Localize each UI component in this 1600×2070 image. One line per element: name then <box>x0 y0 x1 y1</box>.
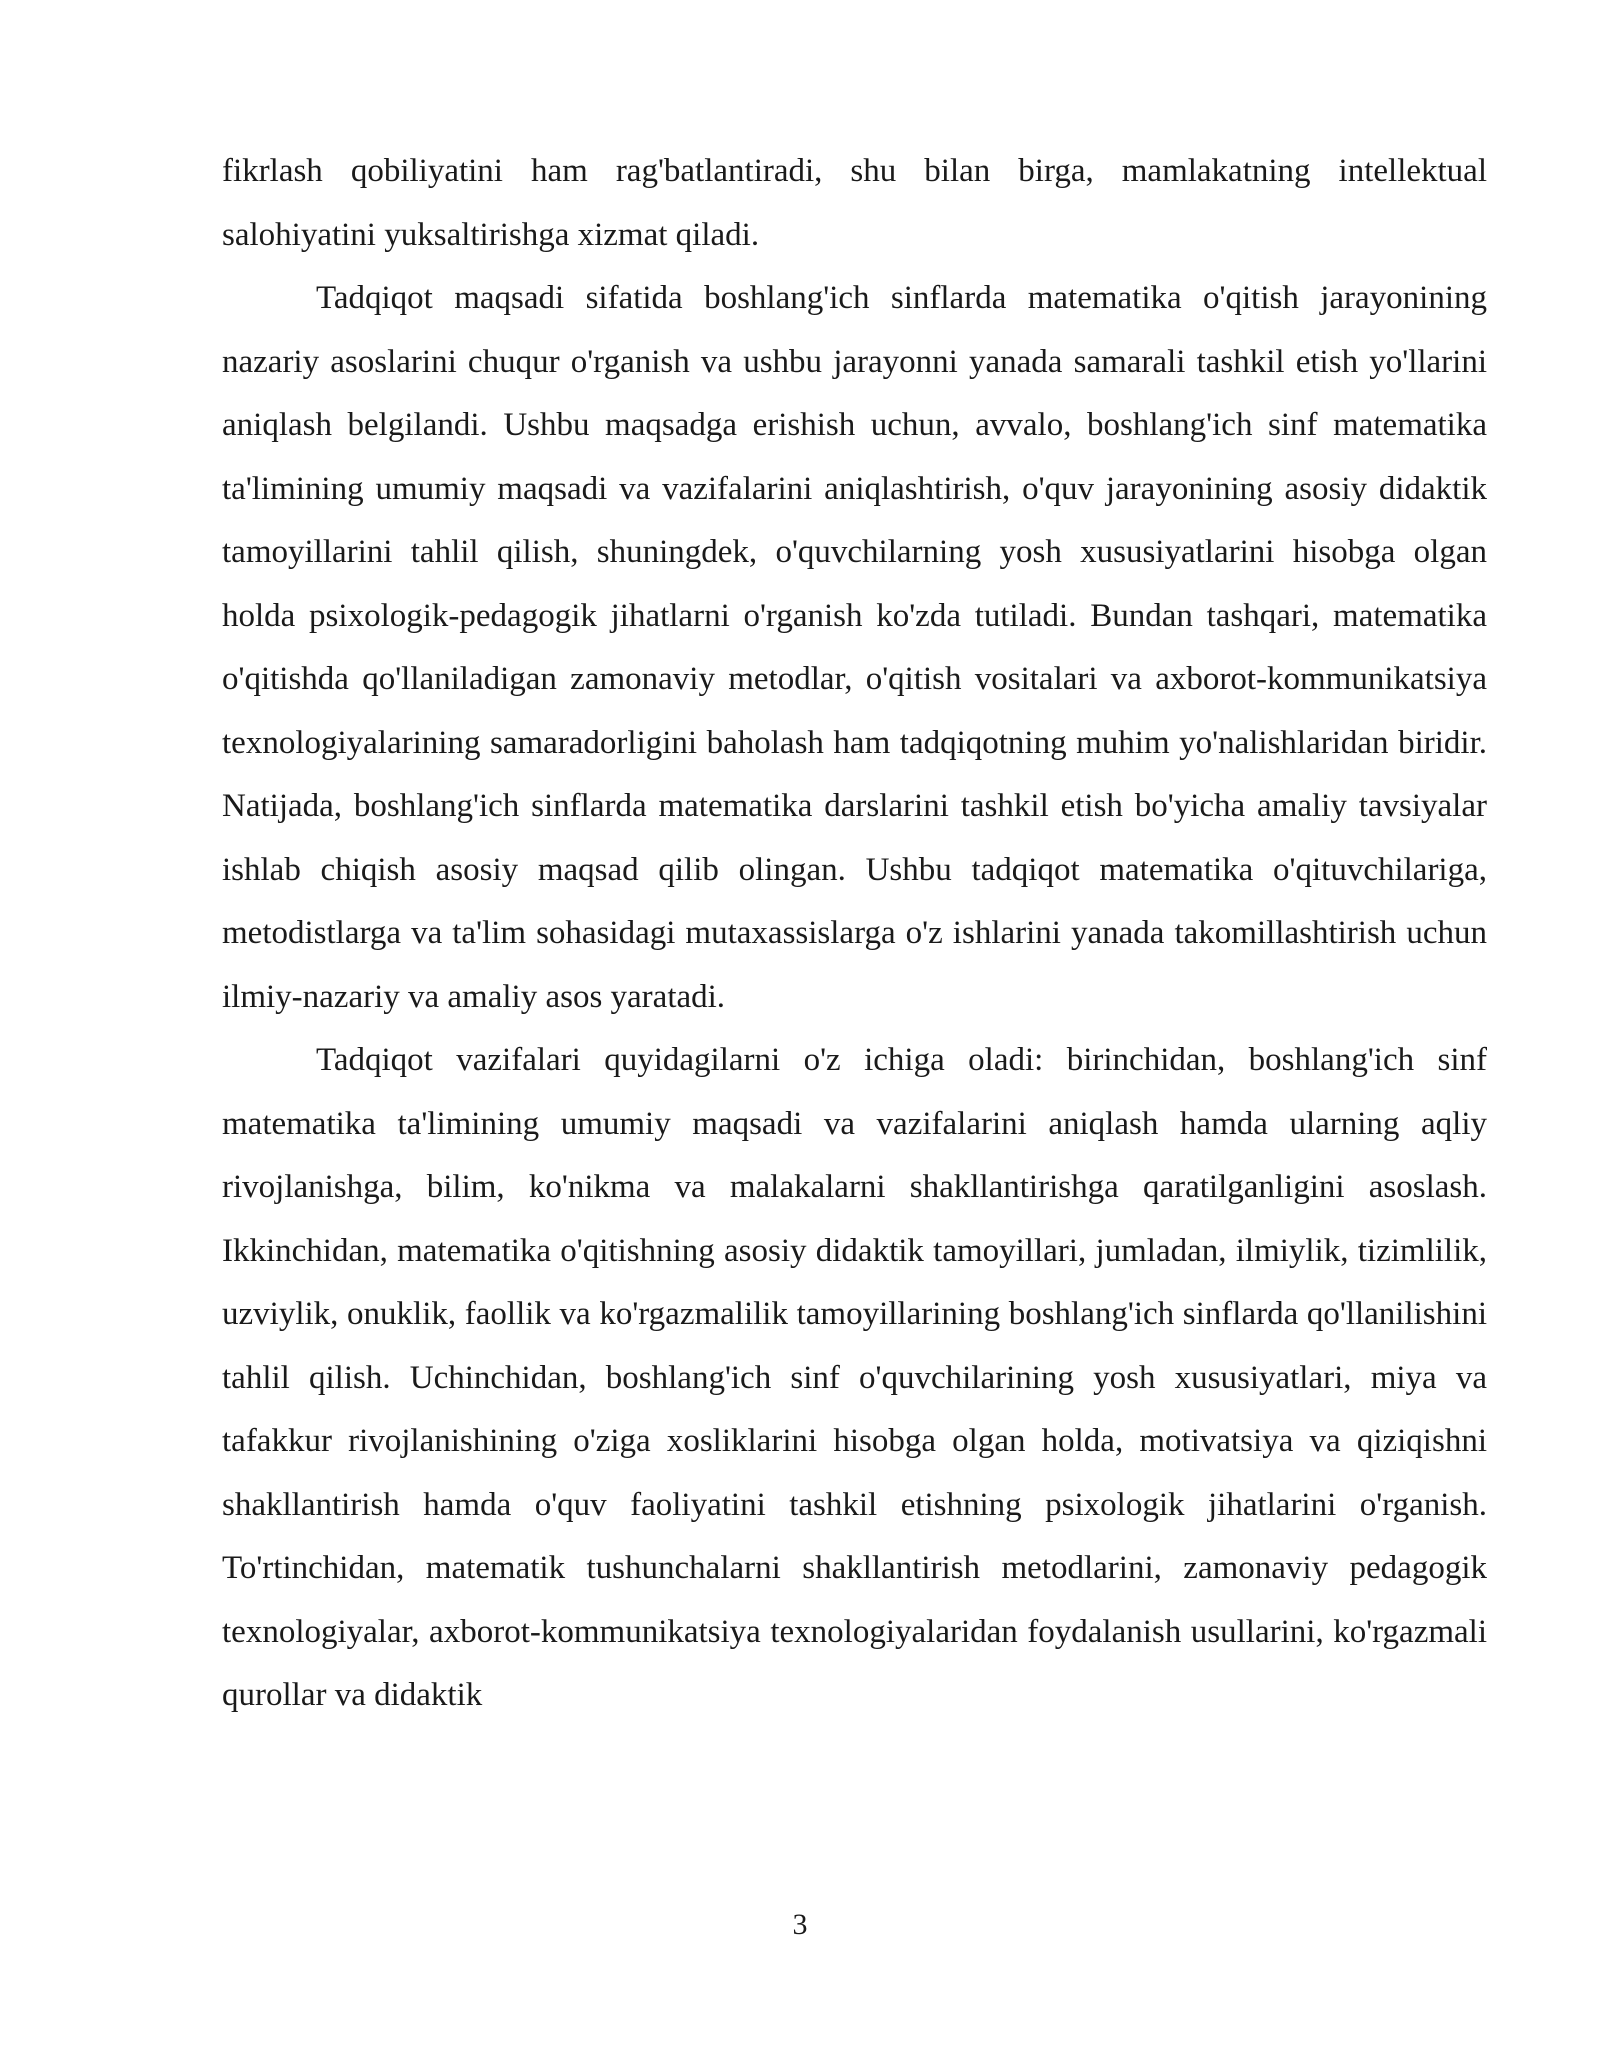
paragraph-continuation: fikrlash qobiliyatini ham rag'batlantiradi, shu bilan birga, mamlakatning intellektual salohiyatini yuksaltirishga xizmat qiladi. <box>222 153 1487 253</box>
body-text <box>222 140 1487 1728</box>
paragraph-research-tasks: Tadqiqot vazifalari quyidagilarni o'z ichiga oladi: birinchidan, boshlang'ich sinf matematika ta'limining umumiy maqsadi va vazifalarini aniqlash hamda ularning aqliy rivojlanishga, bilim, ko'nikma va malakalarni shakllantirishga qaratilganligini asoslash. Ikkinchidan, matematika o'qitishning asosiy didaktik tamoyillari, jumladan, ilmiylik, tizimlilik, uzviylik, onuklik, faollik va ko'rgazmalilik tamoyillarining boshlang'ich sinflarda qo'llanilishini tahlil qilish. Uchinchidan, boshlang'ich sinf o'quvchilarining yosh xususiyatlari, miya va tafakkur rivojlanishining o'ziga xosliklarini hisobga olgan holda, motivatsiya va qiziqishni shakllantirish hamda o'quv faoliyatini tashkil etishning psixologik jihatlarini o'rganish. To'rtinchidan, matematik tushunchalarni shakllantirish metodlarini, zamonaviy pedagogik texnologiyalar, axborot-kommunikatsiya texnologiyalaridan foydalanish usullarini, ko'rgazmali qurollar va didaktik <box>222 1042 1487 1713</box>
page-number: 3 <box>792 1908 808 1941</box>
paragraph-research-goal: Tadqiqot maqsadi sifatida boshlang'ich sinflarda matematika o'qitish jarayonining nazariy asoslarini chuqur o'rganish va ushbu jarayonni yanada samarali tashkil etish yo'llarini aniqlash belgilandi. Ushbu maqsadga erishish uchun, avvalo, boshlang'ich sinf matematika ta'limining umumiy maqsadi va vazifalarini aniqlashtirish, o'quv jarayonining asosiy didaktik tamoyillarini tahlil qilish, shuningdek, o'quvchilarning yosh xususiyatlarini hisobga olgan holda psixologik-pedagogik jihatlarni o'rganish ko'zda tutiladi. Bundan tashqari, matematika o'qitishda qo'llaniladigan zamonaviy metodlar, o'qitish vositalari va axborot-kommunikatsiya texnologiyalarining samaradorligini baholash ham tadqiqotning muhim yo'nalishlaridan biridir. Natijada, boshlang'ich sinflarda matematika darslarini tashkil etish bo'yicha amaliy tavsiyalar ishlab chiqish asosiy maqsad qilib olingan. Ushbu tadqiqot matematika o'qituvchilariga, metodistlarga va ta'lim sohasidagi mutaxassislarga o'z ishlarini yanada takomillashtirish uchun ilmiy-nazariy va amaliy asos yaratadi. <box>222 280 1487 1015</box>
